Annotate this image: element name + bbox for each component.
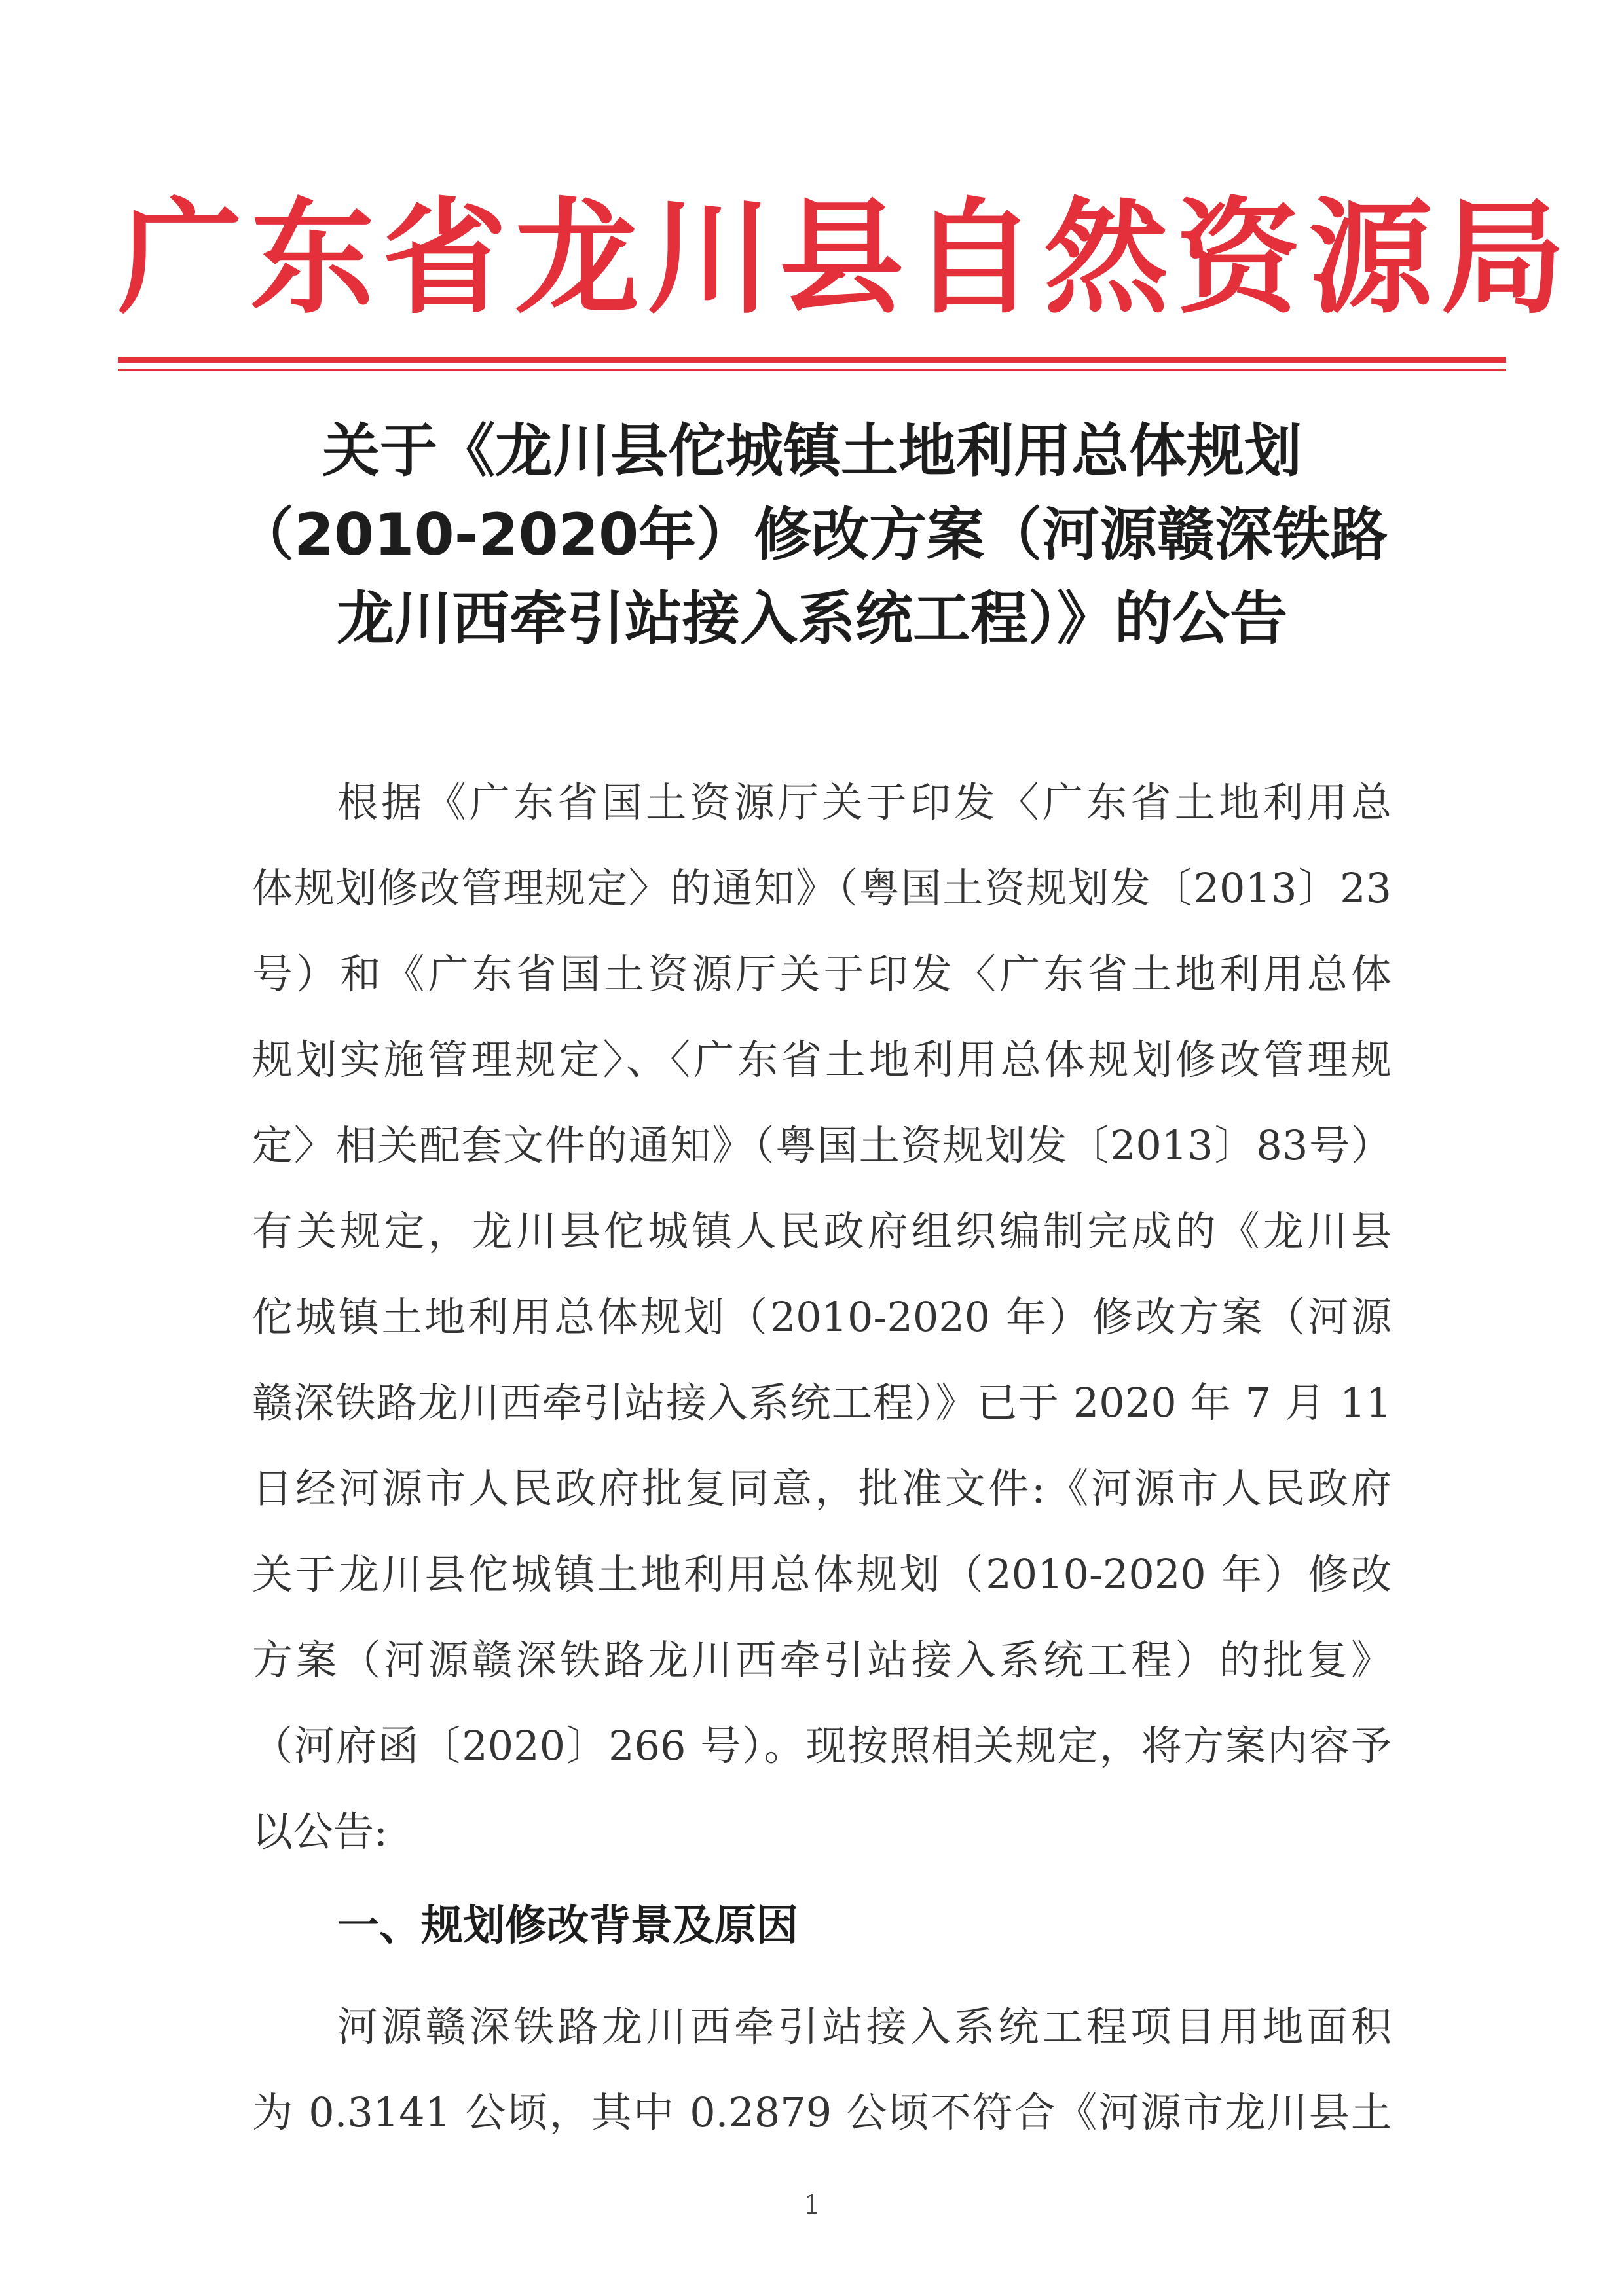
body-paragraph-1 [252, 759, 1392, 1874]
body-line: 号）和《广东省国土资源厅关于印发〈广东省土地利用总体 [252, 950, 1392, 998]
body-line: 日经河源市人民政府批复同意，批准文件:《河源市人民政府 [252, 1465, 1392, 1512]
body-line: 以公告: [252, 1808, 388, 1855]
title-line: 龙川西牵引站接入系统工程）》的公告 [336, 585, 1287, 652]
letterhead-red-rule-thick [118, 357, 1506, 363]
body-line: 定〉相关配套文件的通知》（粤国土资规划发〔2013〕83号） [252, 1121, 1392, 1169]
page-number: 1 [803, 2190, 821, 2220]
body-line: 有关规定，龙川县佗城镇人民政府组织编制完成的《龙川县 [252, 1207, 1392, 1255]
section-heading-1: 一、规划修改背景及原因 [337, 1902, 798, 1950]
body-line: 关于龙川县佗城镇土地利用总体规划（2010-2020 年）修改 [252, 1550, 1392, 1598]
body-line: 佗城镇土地利用总体规划（2010-2020 年）修改方案（河源 [252, 1293, 1392, 1341]
body-line: 规划实施管理规定〉、〈广东省土地利用总体规划修改管理规 [252, 1036, 1392, 1084]
letterhead-red-rule-thin [118, 369, 1506, 371]
body-line: 体规划修改管理规定〉的通知》（粤国土资规划发〔2013〕23 [252, 864, 1392, 912]
body-paragraph-2 [252, 1984, 1392, 2155]
title-line: 关于《龙川县佗城镇土地利用总体规划 [322, 417, 1302, 484]
title-line: （2010-2020年）修改方案（河源赣深铁路 [236, 501, 1388, 568]
body-line: （河府函〔2020〕266 号）。现按照相关规定，将方案内容予 [252, 1722, 1392, 1770]
announcement-title [131, 409, 1493, 661]
body-line: 赣深铁路龙川西牵引站接入系统工程）》已于 2020 年 7 月 11 [252, 1379, 1392, 1427]
body-line: 为 0.3141 公顷，其中 0.2879 公顷不符合《河源市龙川县土 [252, 2088, 1392, 2136]
body-line: 根据《广东省国土资源厅关于印发〈广东省土地利用总 [337, 778, 1392, 826]
body-line: 河源赣深铁路龙川西牵引站接入系统工程项目用地面积 [337, 2003, 1392, 2050]
body-line: 方案（河源赣深铁路龙川西牵引站接入系统工程）的批复》 [252, 1636, 1392, 1684]
letterhead-title: 广东省龙川县自然资源局 [118, 186, 1574, 331]
